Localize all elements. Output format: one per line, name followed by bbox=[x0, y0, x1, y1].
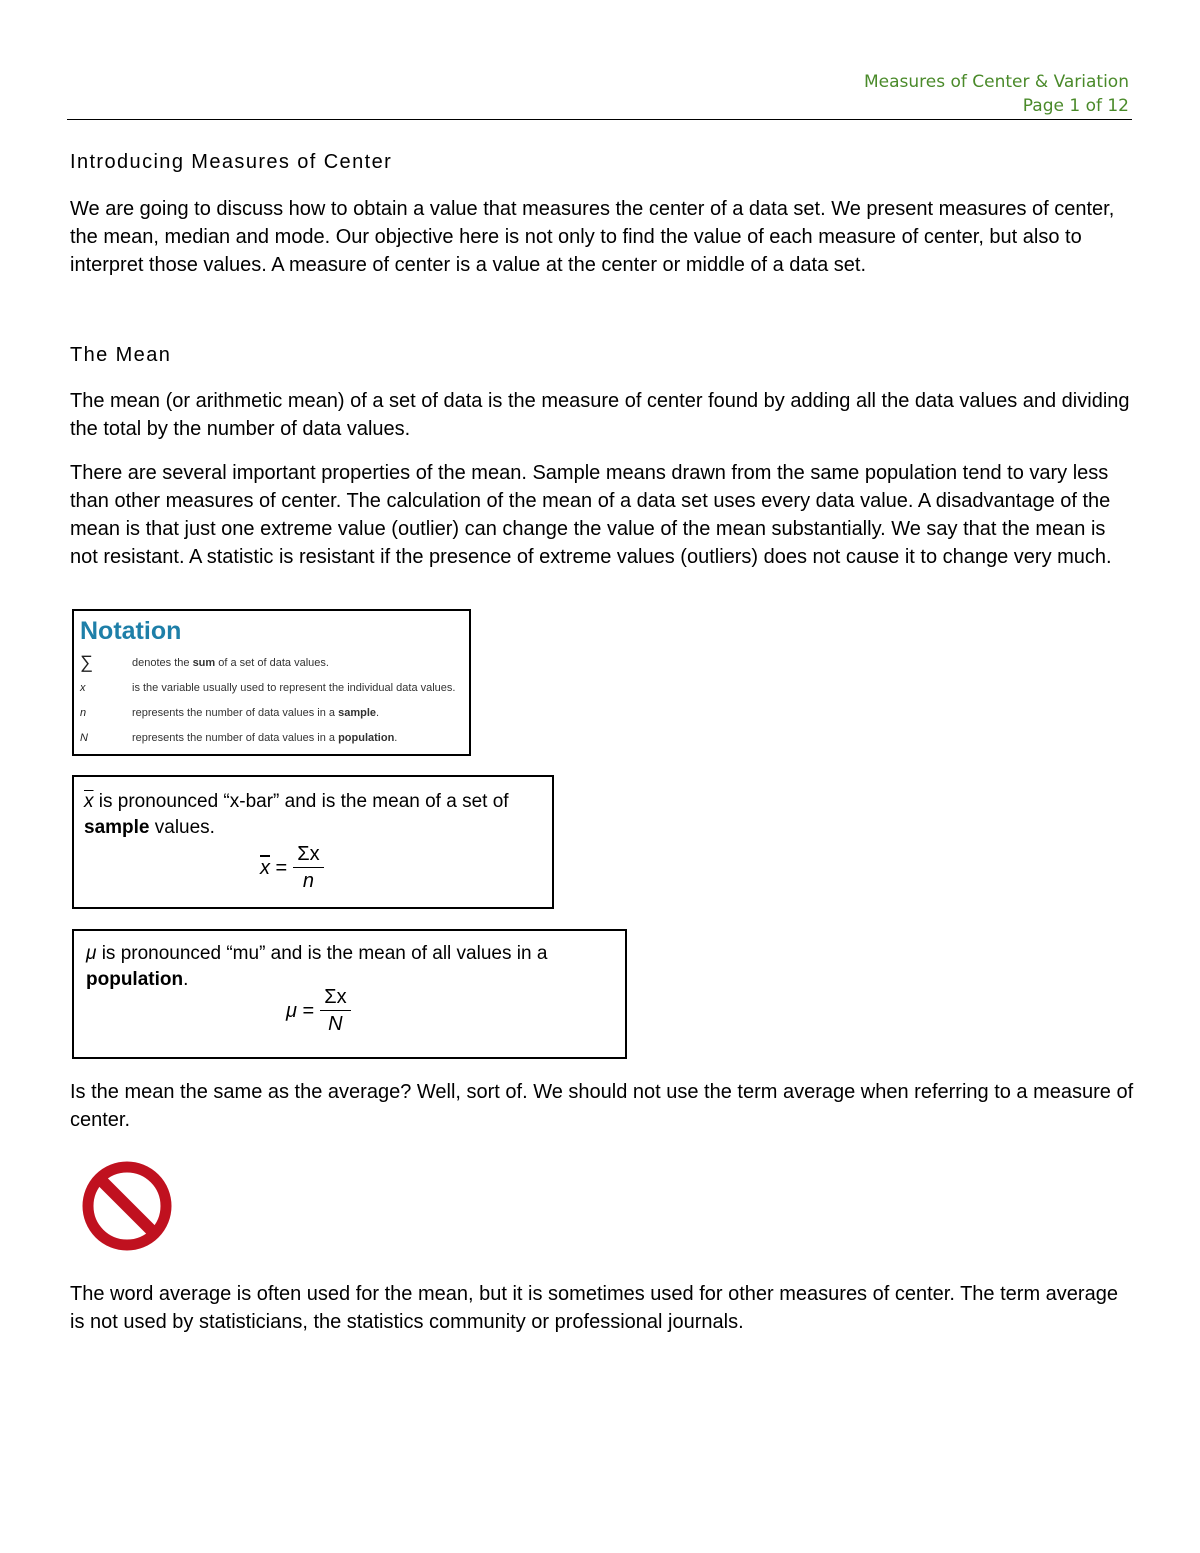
formula-denominator: N bbox=[328, 1013, 343, 1035]
population-mean-formula: μ = $\frac{\Sigma x}{N}$ bbox=[286, 986, 351, 1035]
notation-description: is the variable usually used to represent the individual data values. bbox=[132, 681, 456, 694]
population-mean-description: μ is pronounced “mu” and is the mean of all values in a population. bbox=[86, 943, 548, 990]
x-bar-symbol: $\overline{x}$ bbox=[84, 791, 94, 812]
notation-row bbox=[80, 675, 469, 700]
sample-mean-description: $\overline{x}$ is pronounced “x-bar” and is the mean of a set of sample values. bbox=[84, 791, 509, 838]
notation-description: represents the number of data values in a population. bbox=[132, 731, 398, 744]
notation-symbol: x bbox=[80, 681, 86, 694]
prohibition-icon bbox=[81, 1160, 173, 1252]
notation-description: represents the number of data values in a sample. bbox=[132, 706, 380, 719]
sample-mean-formula: $\overline{x}$ = $\frac{\Sigma x}{n}$ bbox=[260, 843, 324, 892]
mean-definition: The mean (or arithmetic mean) of a set of data is the measure of center found by adding all the data values and dividing the total by the number of data values. bbox=[70, 390, 1130, 440]
notation-box bbox=[72, 609, 471, 756]
average-word-paragraph: The word average is often used for the mean, but it is sometimes used for other measures of center. The term average is not used by statisticians, the statistics community or professional journals. bbox=[70, 1283, 1118, 1333]
mu-symbol: μ bbox=[86, 943, 97, 964]
mean-properties: There are several important properties of the mean. Sample means drawn from the same population tend to vary less than other measures of center. The calculation of the mean of a data set uses every data value. A disadvantage of the mean is that just one extreme value (outlier) can change the value of the mean substantially. We say that the mean is not resistant. A statistic is resistant if the presence of extreme values (outliers) does not cause it to change very much. bbox=[70, 462, 1112, 568]
formula-numerator: Σx bbox=[320, 986, 350, 1011]
notation-row bbox=[80, 650, 469, 675]
intro-paragraph: We are going to discuss how to obtain a value that measures the center of a data set. We present measures of center, the mean, median and mode. Our objective here is not only to find the value of each measure of center, but also to interpret those values. A measure of center is a value at the center or middle of a data set. bbox=[70, 198, 1115, 276]
notation-row bbox=[80, 725, 469, 750]
main-content bbox=[70, 148, 1135, 571]
mean-heading: The Mean bbox=[70, 344, 172, 366]
population-mean-box bbox=[72, 929, 627, 1059]
page-header bbox=[864, 70, 1129, 118]
notation-symbol: ∑ bbox=[80, 652, 93, 672]
sample-mean-box bbox=[72, 775, 554, 909]
formula-denominator: n bbox=[302, 870, 314, 892]
notation-symbol: N bbox=[80, 731, 88, 744]
notation-row bbox=[80, 700, 469, 725]
average-question-paragraph: Is the mean the same as the average? Well, sort of. We should not use the term average when referring to a measure of center. bbox=[70, 1081, 1134, 1131]
notation-title: Notation bbox=[80, 617, 182, 645]
formula-numerator: Σx bbox=[293, 843, 323, 868]
notation-symbol: n bbox=[80, 706, 87, 719]
page-number: Page 1 of 12 bbox=[1022, 96, 1129, 116]
notation-description: denotes the sum of a set of data values. bbox=[132, 656, 329, 669]
header-divider bbox=[67, 119, 1132, 120]
intro-heading: Introducing Measures of Center bbox=[70, 151, 393, 173]
document-title: Measures of Center & Variation bbox=[863, 72, 1129, 92]
